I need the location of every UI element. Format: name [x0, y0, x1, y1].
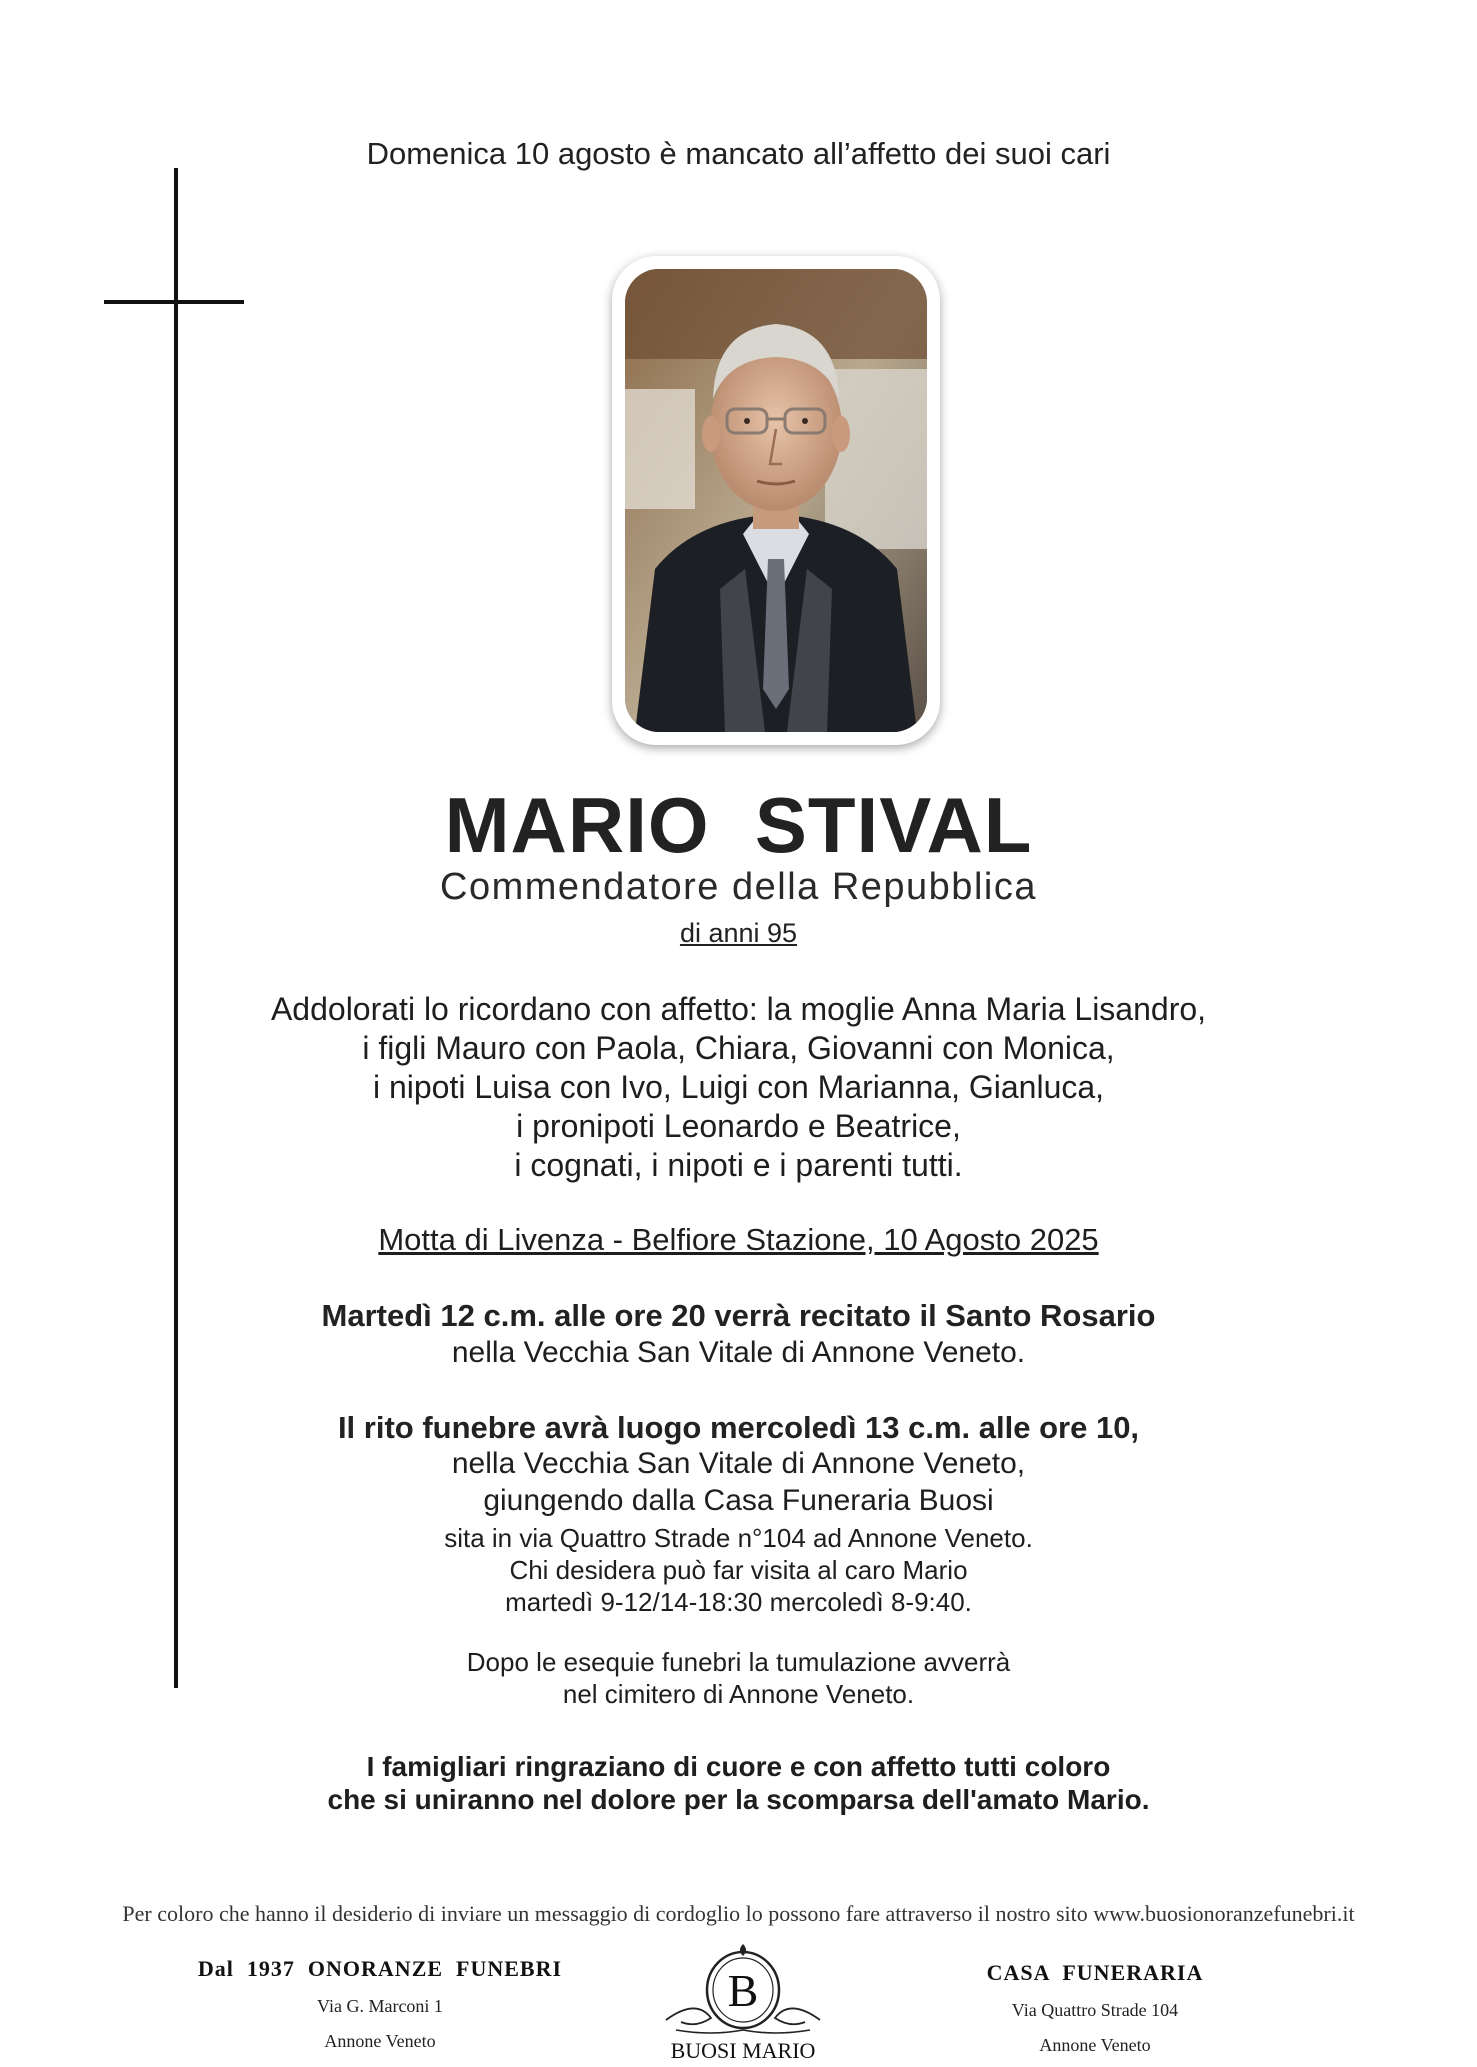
rosary-heading: Martedì 12 c.m. alle ore 20 verrà recitato il Santo Rosario: [321, 1298, 1156, 1333]
logo-letter: B: [727, 1965, 759, 2016]
mourners-line: i pronipoti Leonardo e Beatrice,: [516, 1108, 961, 1144]
visit-line: Chi desidera può far visita al caro Mario: [509, 1555, 968, 1585]
visit-line: martedì 9-12/14-18:30 mercoledì 8-9:40.: [505, 1587, 972, 1617]
mourners-line: i nipoti Luisa con Ivo, Luigi con Marianna, Gianluca,: [372, 1069, 1105, 1105]
funeral-house-address: Via Quattro Strade 104: [1011, 2000, 1179, 2020]
deceased-honor: Commendatore della Repubblica: [440, 866, 1037, 908]
burial-line: Dopo le esequie funebri la tumulazione avverrà: [466, 1647, 1011, 1677]
place-date: [0, 1222, 1477, 1258]
mourners-list: [0, 990, 1477, 1185]
funeral-departure: giungendo dalla Casa Funeraria Buosi: [483, 1484, 994, 1517]
cross-horizontal: [104, 300, 244, 304]
funeral-home-city: Annone Veneto: [324, 2031, 436, 2051]
condolence-note: Per coloro che hanno il desiderio di inviare un messaggio di cordoglio lo possono fare attraverso il nostro sito www.buosionoranzefunebri.it: [122, 1901, 1355, 1926]
thanks-line: che si uniranno nel dolore per la scomparsa dell'amato Mario.: [327, 1784, 1150, 1815]
mourners-line: i cognati, i nipoti e i parenti tutti.: [514, 1147, 963, 1183]
deceased-name: MARIO STIVAL: [444, 781, 1033, 869]
deceased-age: [0, 918, 1477, 949]
visit-info: [0, 1522, 1477, 1618]
announcement: Domenica 10 agosto è mancato all’affetto dei suoi cari: [366, 136, 1111, 171]
portrait-photo: [625, 269, 927, 732]
logo-text: BUOSI MARIO: [670, 2038, 816, 2063]
funeral-home-title: Dal 1937 ONORANZE FUNEBRI: [197, 1956, 563, 1981]
funeral-home-block: [180, 1956, 580, 2052]
portrait-frame: [612, 256, 940, 745]
buosi-logo: [656, 1938, 830, 2064]
thanks-line: I famigliari ringraziano di cuore e con affetto tutti coloro: [366, 1751, 1111, 1782]
funeral-heading: Il rito funebre avrà luogo mercoledì 13 c.m. alle ore 10,: [337, 1410, 1140, 1445]
mourners-line: i figli Mauro con Paola, Chiara, Giovanni con Monica,: [362, 1030, 1115, 1066]
burial-info: [0, 1646, 1477, 1710]
age-text: di anni 95: [679, 918, 798, 948]
funeral-house-city: Annone Veneto: [1039, 2035, 1151, 2055]
funeral-location: nella Vecchia San Vitale di Annone Veneto,: [451, 1447, 1026, 1480]
funeral-house-title: CASA FUNERARIA: [986, 1960, 1204, 1985]
funeral-house-block: [925, 1960, 1265, 2056]
logo-emblem-icon: [656, 1938, 830, 2038]
mourners-line: Addolorati lo ricordano con affetto: la moglie Anna Maria Lisandro,: [270, 991, 1207, 1027]
funeral-home-address: Via G. Marconi 1: [317, 1996, 443, 2016]
rosary-location: nella Vecchia San Vitale di Annone Veneto.: [451, 1336, 1026, 1369]
visit-line: sita in via Quattro Strade n°104 ad Annone Veneto.: [444, 1523, 1033, 1553]
family-thanks: [0, 1750, 1477, 1816]
burial-line: nel cimitero di Annone Veneto.: [562, 1679, 915, 1709]
place-date-text: Motta di Livenza - Belfiore Stazione, 10 Agosto 2025: [378, 1222, 1099, 1257]
